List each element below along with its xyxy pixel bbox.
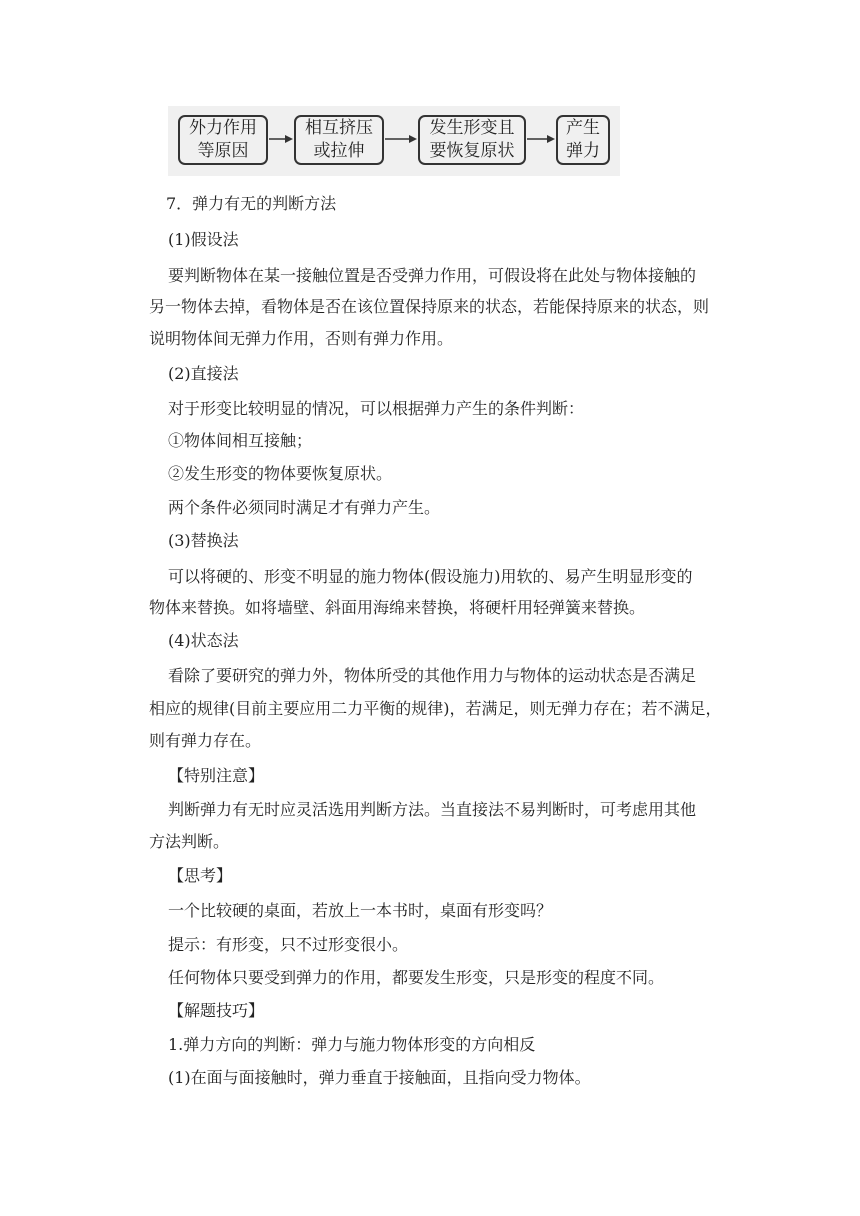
flow-box-text: 要恢复原状 [429,141,515,161]
list-item: ②发生形变的物体要恢复原状。 [168,464,393,483]
flow-box-text: 外力作用 [189,118,257,138]
paragraph-line: 两个条件必须同时满足才有弹力产生。 [168,498,441,517]
flow-box-text: 发生形变且 [429,118,515,138]
subsection-heading: (4)状态法 [168,631,239,650]
paragraph-line: 一个比较硬的桌面，若放上一本书时，桌面有形变吗？ [168,901,553,920]
subsection-heading: (1)假设法 [168,230,239,249]
flow-box-text: 等原因 [197,141,249,161]
flow-box-text: 相互挤压 [305,118,373,138]
section-heading: 7．弹力有无的判断方法 [166,194,337,213]
paragraph-line: 说明物体间无弹力作用，否则有弹力作用。 [149,329,454,348]
paragraph-line: 看除了要研究的弹力外，物体所受的其他作用力与物体的运动状态是否满足 [168,666,697,685]
note-heading: 【解题技巧】 [168,1001,265,1020]
paragraph-line: 任何物体只要受到弹力的作用，都要发生形变，只是形变的程度不同。 [168,968,665,987]
paragraph-line: (1)在面与面接触时，弹力垂直于接触面，且指向受力物体。 [168,1068,591,1087]
arrow-right-icon [527,132,555,146]
flow-box-text: 弹力 [566,141,600,161]
paragraph-line: 要判断物体在某一接触位置是否受弹力作用，可假设将在此处与物体接触的 [168,266,697,285]
flow-diagram [168,106,620,176]
arrow-right-icon [385,132,417,146]
list-item: ①物体间相互接触； [168,431,313,450]
flow-box-squeeze-stretch [294,115,384,165]
paragraph-line: 1.弹力方向的判断：弹力与施力物体形变的方向相反 [168,1035,536,1054]
note-heading: 【特别注意】 [168,766,265,785]
paragraph-line: 对于形变比较明显的情况，可以根据弹力产生的条件判断： [168,399,585,418]
paragraph-line: 物体来替换。如将墙壁、斜面用海绵来替换，将硬杆用轻弹簧来替换。 [149,598,646,617]
paragraph-line: 相应的规律(目前主要应用二力平衡的规律)，若满足，则无弹力存在；若不满足， [149,699,722,718]
paragraph-line: 则有弹力存在。 [149,731,262,750]
subsection-heading: (3)替换法 [168,531,239,550]
paragraph-line: 判断弹力有无时应灵活选用判断方法。当直接法不易判断时，可考虑用其他 [168,800,697,819]
paragraph-line: 可以将硬的、形变不明显的施力物体(假设施力)用软的、易产生明显形变的 [168,567,693,586]
paragraph-line: 另一物体去掉，看物体是否在该位置保持原来的状态，若能保持原来的状态，则 [149,297,710,316]
flow-box-external-force [178,115,268,165]
flow-box-deform-restore [418,115,526,165]
paragraph-line: 提示：有形变，只不过形变很小。 [168,935,409,954]
flow-box-text: 产生 [566,118,600,138]
flow-box-text: 或拉伸 [313,141,365,161]
subsection-heading: (2)直接法 [168,364,239,383]
paragraph-line: 方法判断。 [149,832,230,851]
arrow-right-icon [269,132,293,146]
note-heading: 【思考】 [168,866,233,885]
flow-box-produce-elastic-force [556,115,610,165]
